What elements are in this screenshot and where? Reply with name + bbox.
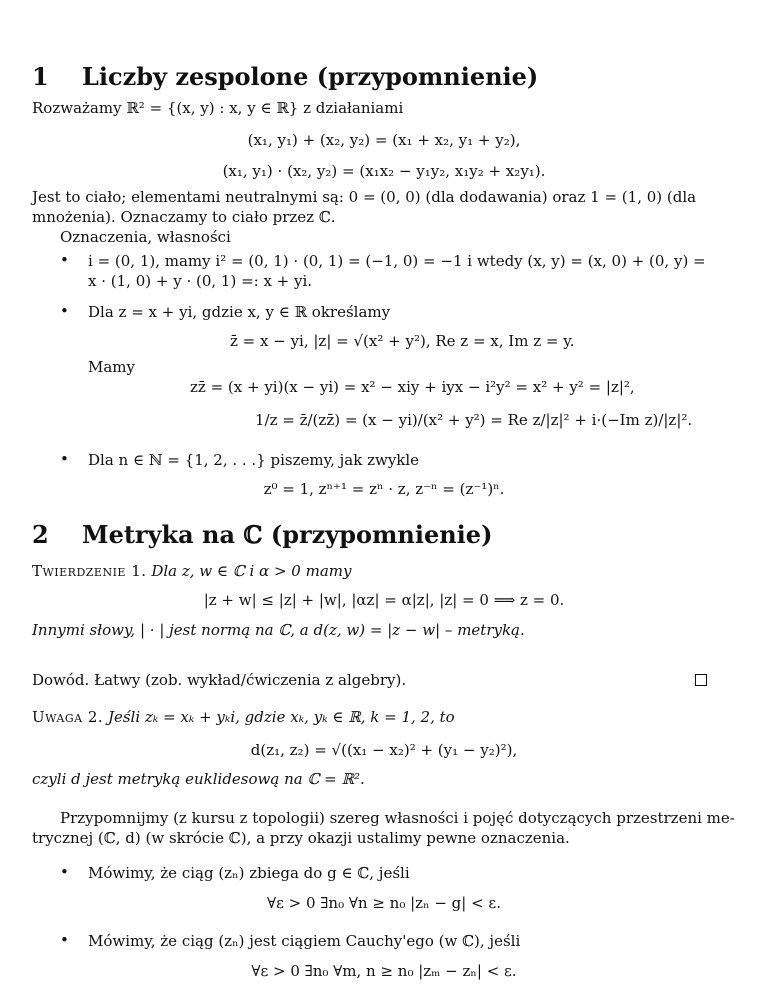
bullet-icon: •	[60, 931, 69, 949]
theorem-remark: Innymi słowy, | · | jest normą na ℂ, a d(z, w) = |z − w| – metryką.	[32, 621, 525, 639]
list-item: Dla n ∈ ℕ = {1, 2, . . .} piszemy, jak zwykle	[88, 451, 420, 469]
list-item: i = (0, 1), mamy i² = (0, 1) · (0, 1) = (−1, 0) = −1 i wtedy (x, y) = (x, 0) + (0, y) =	[88, 252, 706, 270]
display-formula: (x₁, y₁) · (x₂, y₂) = (x₁x₂ − y₁y₂, x₁y₂ + x₂y₁).	[222, 162, 546, 180]
remark-text: czyli d jest metryką euklidesową na ℂ = ℝ².	[32, 770, 365, 788]
paragraph: Przypomnijmy (z kursu z topologii) szereg własności i pojęć dotyczących przestrzeni me-	[60, 809, 735, 827]
remark-text: Jeśli zₖ = xₖ + yₖi, gdzie xₖ, yₖ ∈ ℝ, k = 1, 2, to	[107, 708, 455, 726]
qed-square-icon	[695, 674, 707, 686]
display-formula: d(z₁, z₂) = √((x₁ − x₂)² + (y₁ − y₂)²),	[250, 741, 518, 759]
section-2-heading	[32, 520, 492, 550]
display-formula: ∀ε > 0 ∃n₀ ∀n ≥ n₀ |zₙ − g| < ε.	[267, 894, 501, 912]
section-title: Metryka na ℂ (przypomnienie)	[82, 520, 493, 549]
paragraph: Mamy	[88, 358, 135, 376]
list-item: x · (1, 0) + y · (0, 1) =: x + yi.	[88, 272, 313, 290]
display-formula: zz̄ = (x + yi)(x − yi) = x² − xiy + iyx − i²y² = x² + y² = |z|²,	[190, 378, 635, 396]
bullet-icon: •	[60, 450, 69, 468]
section-title: Liczby zespolone (przypomnienie)	[82, 62, 539, 91]
paragraph: Oznaczenia, własności	[60, 228, 231, 246]
theorem-text: Dla z, w ∈ ℂ i α > 0 mamy	[151, 562, 352, 580]
display-formula: z⁰ = 1, zⁿ⁺¹ = zⁿ · z, z⁻ⁿ = (z⁻¹)ⁿ.	[263, 480, 505, 498]
display-formula: (x₁, y₁) + (x₂, y₂) = (x₁ + x₂, y₁ + y₂),	[247, 131, 521, 149]
theorem-label: Twierdzenie 1.	[32, 562, 147, 580]
display-formula: ∀ε > 0 ∃n₀ ∀m, n ≥ n₀ |zₘ − zₙ| < ε.	[251, 962, 517, 980]
section-number: 1	[32, 62, 49, 91]
proof: Dowód. Łatwy (zob. wykład/ćwiczenia z algebry).	[32, 671, 407, 689]
list-item: Mówimy, że ciąg (zₙ) jest ciągiem Cauchy'ego (w ℂ), jeśli	[88, 932, 521, 950]
section-1-heading	[32, 62, 538, 92]
display-formula: z̄ = x − yi, |z| = √(x² + y²), Re z = x, Im z = y.	[230, 332, 575, 350]
bullet-icon: •	[60, 251, 69, 269]
list-item: Mówimy, że ciąg (zₙ) zbiega do g ∈ ℂ, jeśli	[88, 864, 410, 882]
paragraph: mnożenia). Oznaczamy to ciało przez ℂ.	[32, 208, 336, 226]
display-formula: |z + w| ≤ |z| + |w|, |αz| = α|z|, |z| = 0 ⟹ z = 0.	[203, 591, 565, 609]
display-formula: 1/z = z̄/(zz̄) = (x − yi)/(x² + y²) = Re z/|z|² + i·(−Im z)/|z|².	[255, 411, 693, 429]
paragraph: Jest to ciało; elementami neutralnymi są: 0 = (0, 0) (dla dodawania) oraz 1 = (1, 0) (dla	[32, 188, 697, 206]
paragraph: Rozważamy ℝ² = {(x, y) : x, y ∈ ℝ} z działaniami	[32, 99, 404, 117]
remark	[32, 707, 455, 727]
section-number: 2	[32, 520, 49, 549]
bullet-icon: •	[60, 302, 69, 320]
paragraph: trycznej (ℂ, d) (w skrócie ℂ), a przy okazji ustalimy pewne oznaczenia.	[32, 829, 570, 847]
bullet-icon: •	[60, 863, 69, 881]
list-item: Dla z = x + yi, gdzie x, y ∈ ℝ określamy	[88, 303, 391, 321]
remark-label: Uwaga 2.	[32, 708, 104, 726]
theorem	[32, 561, 351, 581]
